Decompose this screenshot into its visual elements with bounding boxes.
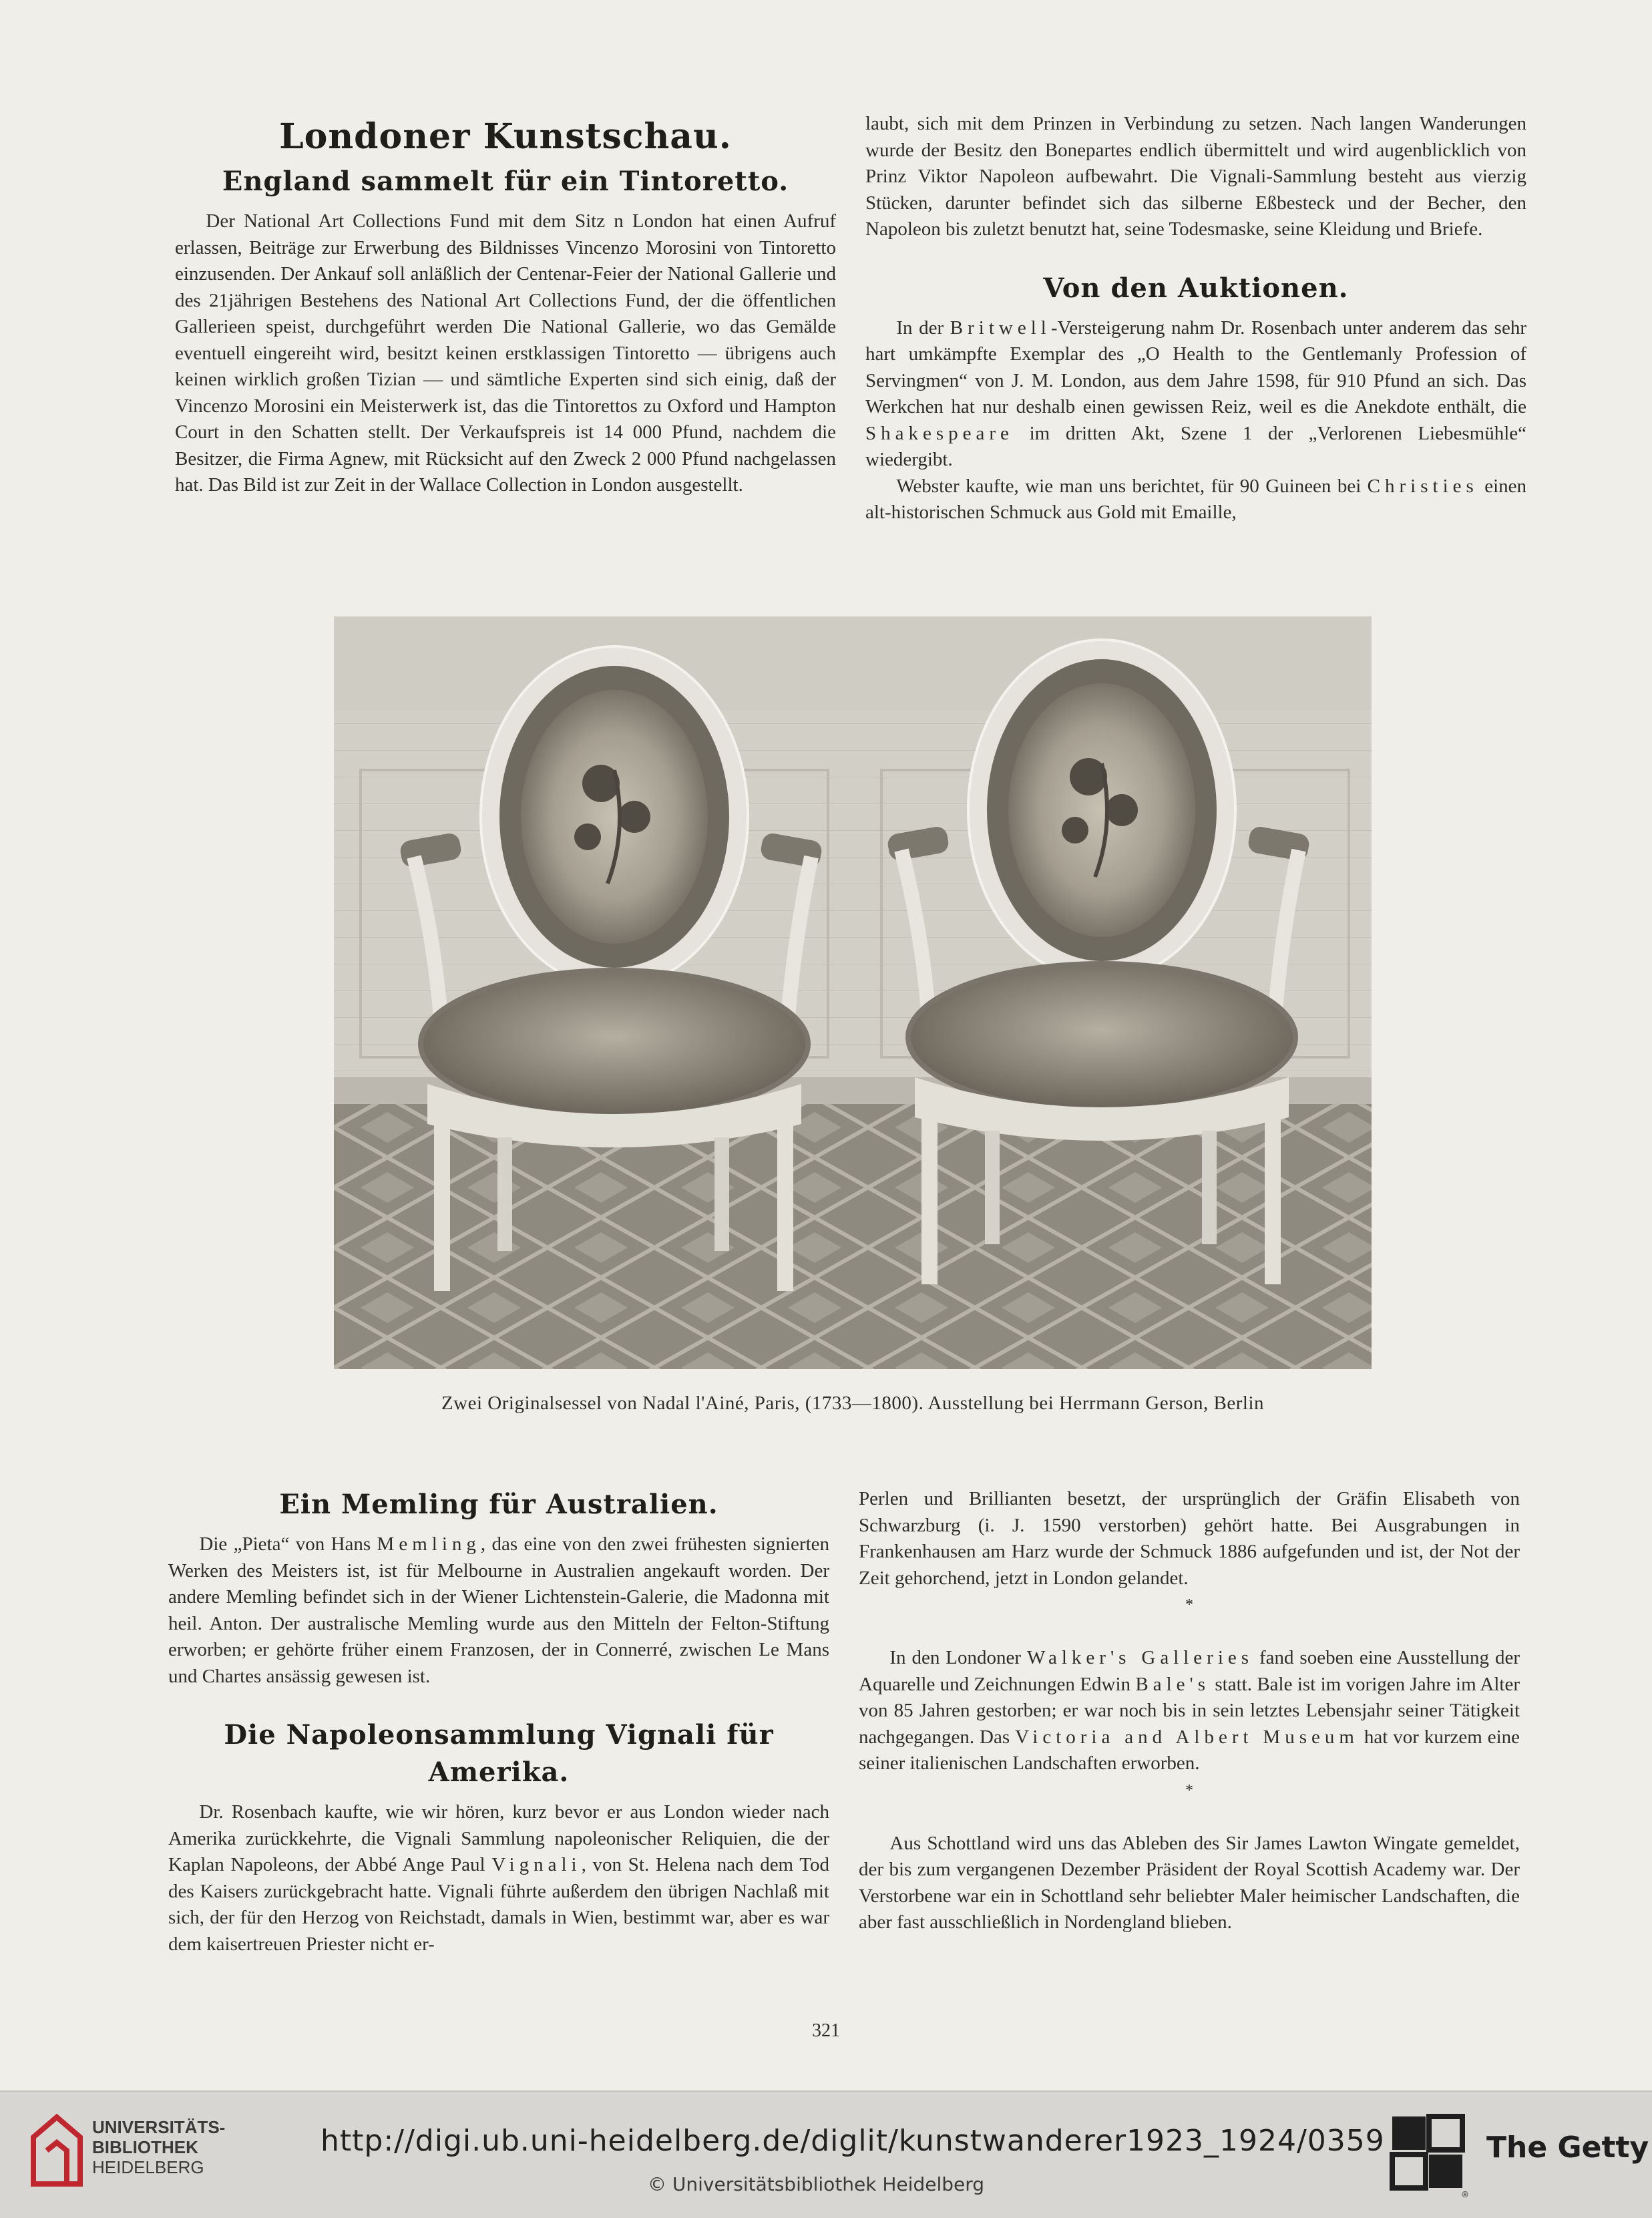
auktionen-title: Von den Auktionen. <box>1043 272 1349 304</box>
section-star: * <box>1185 1596 1193 1614</box>
getty-name: The Getty <box>1486 2131 1649 2165</box>
text-run: Dr. Rosenbach kaufte, wie wir hören, kurz bevor er aus London wieder nach Amerika zurückkehrte, die Vignali Sammlung napoleonischer Reliquien, die der Kaplan Napoleons, der Abbé Ange Paul <box>168 1801 829 1875</box>
spacer <box>168 1690 829 1716</box>
figure-caption: Zwei Originalsessel von Nadal l'Ainé, Paris, (1733—1800). Ausstellung bei Herrmann Gerson, Berlin <box>441 1393 1265 1414</box>
permalink-url[interactable]: http://digi.ub.uni-heidelberg.de/diglit/kunstwanderer1923_1924/0359 <box>321 2124 1385 2158</box>
memling-paragraph <box>168 1531 829 1690</box>
auktionen-paragraph-1 <box>865 315 1526 474</box>
page-number: 321 <box>812 2020 840 2041</box>
spacer <box>859 1618 1520 1645</box>
registered-mark: ® <box>1461 2190 1469 2199</box>
text-run: In der <box>896 317 950 339</box>
vignali-paragraph <box>168 1799 829 1958</box>
memling-title: Ein Memling für Australien. <box>279 1489 718 1520</box>
article-kunstschau <box>175 114 836 499</box>
text-run: , von St. Helena nach dem Tod des Kaisers zurückgebracht hatte. Vignali führte außerdem den übrigen Nachlaß mit sich, der für den Herzog von Reichstadt, damals in Wien, bestimmt war, aber es war dem kaisertreuen Priester nicht er- <box>168 1854 829 1955</box>
article-continued-column <box>865 111 1526 526</box>
walker-galleries-paragraph <box>859 1645 1520 1777</box>
armchairs-illustration <box>334 616 1372 1369</box>
digitization-footer <box>0 2090 1652 2218</box>
napoleon-continued-paragraph: laubt, sich mit dem Prinzen in Verbindung zu setzen. Nach langen Wanderungen wurde der Besitz den Bonepartes endlich übermittelt und wird augenblicklich von Prinz Viktor Napoleon aufbewahrt. Die Vignali-Sammlung besteht aus vierzig Stücken, darunter befindet sich das silberne Eßbesteck und der Becher, den Napoleon bis zuletzt benutzt hat, seine Todesmaske, seine Kleidung und Briefe. <box>865 113 1526 240</box>
text-run: hat vor kurzem eine seiner italienischen Landschaften erworben. <box>859 1726 1520 1774</box>
schmuck-paragraph: Perlen und Brillianten besetzt, der ursprünglich der Gräfin Elisabeth von Schwarzburg (i. J. 1590 verstorben) gehört hatte. Bei Ausgrabungen in Frankenhausen am Harz wurde der Schmuck 1886 aufgefunden und ist, der Not der Zeit gehorchend, jetzt in London gelandet. <box>859 1488 1520 1589</box>
section-star: * <box>1185 1781 1193 1799</box>
spacer <box>865 243 1526 270</box>
article-paragraph: Der National Art Collections Fund mit dem Sitz n London hat einen Aufruf erlassen, Beiträge zur Erwerbung des Bildnisses Vincenzo Morosini von Tintoretto einzusenden. Der Ankauf soll anläßlich der Centenar-Feier der National Gallerie und des 21jährigen Bestehens des National Art Collections Fund, der die öffentlichen Gallerieen speist, durchgeführt werden Die National Gallerie, wo das Gemälde eventuell eingereiht wird, besitzt keinen erstklassigen Tintoretto — übrigens auch keinen wirklich großen Tizian — und sämtliche Experten sind sich einig, daß der Vincenzo Morosini ein Meisterwerk ist, das die Tintorettos zu Oxford und Hampton Court in den Schatten stellt. Der Verkaufspreis ist 14 000 Pfund, nachdem die Besitzer, die Firma Agnew, mit Rücksicht auf den Zweck 2 000 Pfund nachgelassen hat. Das Bild ist zur Zeit in der Wallace Collection in London ausgestellt. <box>175 210 836 496</box>
text-run: einen alt-historischen Schmuck aus Gold mit Emaille, <box>865 475 1526 523</box>
spaced-name: Christies <box>1367 475 1478 497</box>
spaced-name: Vignali <box>491 1854 582 1875</box>
spaced-name: Walker's Galleries <box>1026 1647 1254 1668</box>
text-run: , das eine von den zwei frühesten signierten Werken des Meisters ist, ist für Melbourne in Australien angekauft worden. Der andere Memling befindet sich in der Wiener Lichtenstein-Galerie, die Madonna mit heil. Anton. Der australische Memling wurde aus den Mitteln der Felton-Stiftung erworben; er gehörte früher einem Franzosen, der in Connerré, zwischen Le Mans und Chartes ansässig gewesen ist. <box>168 1533 829 1687</box>
text-run: fand soeben eine Ausstellung der Aquarelle und Zeichnungen Edwin <box>859 1647 1520 1695</box>
library-name-line: HEIDELBERG <box>92 2157 204 2177</box>
spaced-name: Shakespeare <box>865 422 1014 444</box>
notes-column <box>859 1486 1520 1936</box>
spaced-name: Britwell <box>950 317 1051 339</box>
text-run: Webster kaufte, wie man uns berichtet, für 90 Guineen bei <box>896 475 1368 497</box>
library-name <box>92 2117 225 2177</box>
heidelberg-library-logo <box>27 2110 87 2194</box>
spaced-name: Memling <box>377 1533 481 1555</box>
article-memling-vignali <box>168 1486 829 1958</box>
library-name-line: BIBLIOTHEK <box>92 2137 198 2157</box>
library-name-line: UNIVERSITÄTS- <box>92 2117 226 2137</box>
spacer <box>859 1804 1520 1831</box>
article-title: Londoner Kunstschau. <box>279 116 732 157</box>
article-subtitle: England sammelt für ein Tintoretto. <box>222 166 789 197</box>
text-run: In den Londoner <box>889 1647 1027 1668</box>
vignali-title: Die Napoleonsammlung Vignali für Amerika. <box>224 1719 774 1788</box>
text-run: statt. Bale ist im vorigen Jahre im Alter von 85 Jahren gestorben; er war noch bis in sein letztes Lebensjahr seiner Tätigkeit nachgegangen. Das <box>859 1673 1520 1748</box>
spaced-name: Victoria and Albert Museum <box>1015 1726 1359 1748</box>
chairs-photograph <box>334 616 1372 1369</box>
text-run: -Versteigerung nahm Dr. Rosenbach unter anderem das sehr hart umkämpfte Exemplar des „O Health to the Gentlemanly Profession of Servingmen“ von J. M. London, aus dem Jahre 1598, für 910 Pfund an sich. Das Werkchen hat nur deshalb einen gewissen Reiz, weil es die Anekdote enthält, die <box>865 317 1526 417</box>
text-run: im dritten Akt, Szene 1 der „Verlorenen Liebesmühle“ wiedergibt. <box>865 422 1526 470</box>
auktionen-paragraph-2 <box>865 474 1526 526</box>
getty-logo <box>1389 2113 1469 2203</box>
wingate-paragraph: Aus Schottland wird uns das Ableben des Sir James Lawton Wingate gemeldet, der bis zum vergangenen Dezember Präsident der Royal Scottish Academy war. Der Verstorbene war ein in Schottland sehr beliebter Maler heimischer Landschaften, die aber fast ausschließlich in Nordengland blieben. <box>859 1832 1520 1933</box>
text-run: Die „Pieta“ von Hans <box>199 1533 377 1555</box>
spaced-name: Bale's <box>1135 1673 1211 1695</box>
copyright-notice: © Universitätsbibliothek Heidelberg <box>648 2173 985 2195</box>
